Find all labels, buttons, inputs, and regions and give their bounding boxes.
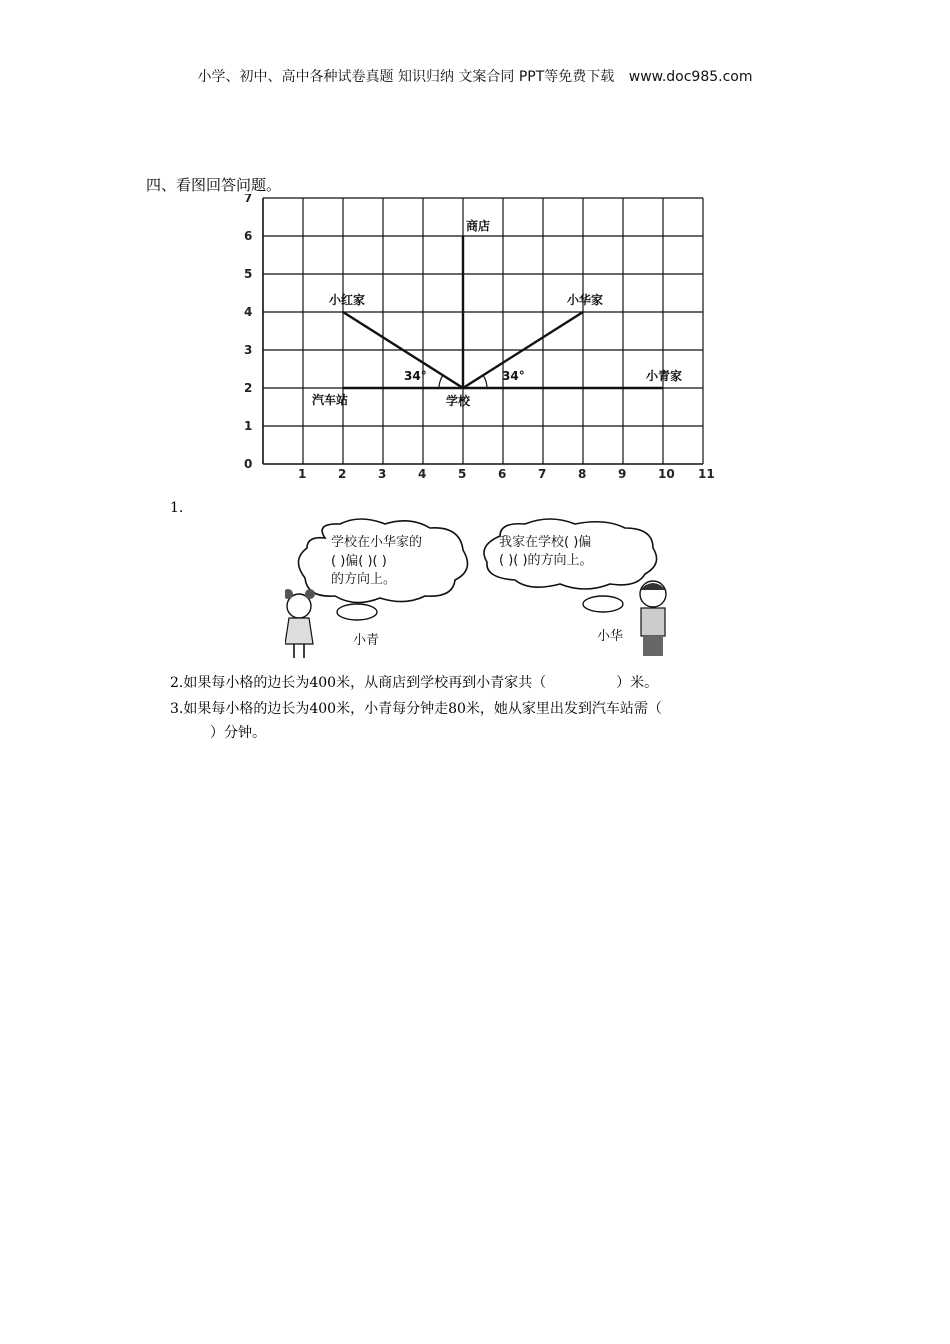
boy-figure xyxy=(640,581,666,656)
question-3 xyxy=(170,698,662,718)
x-tick-label: 10 xyxy=(658,467,675,481)
x-tick-label: 2 xyxy=(338,467,347,481)
angle-label-left: 34° xyxy=(404,369,427,383)
question-1-number: 1. xyxy=(170,500,184,516)
y-tick-label: 1 xyxy=(244,419,253,433)
y-tick-label: 0 xyxy=(244,457,253,471)
question-3-continuation xyxy=(210,722,266,742)
label-xiaohua: 小华家 xyxy=(567,293,604,307)
y-axis-ticks xyxy=(244,194,252,471)
header-site: www.doc985.com xyxy=(628,69,753,85)
x-tick-label: 8 xyxy=(578,467,587,481)
x-axis-ticks xyxy=(298,467,715,481)
x-tick-label: 7 xyxy=(538,467,547,481)
coordinate-grid-figure xyxy=(236,194,716,484)
x-tick-label: 3 xyxy=(378,467,387,481)
label-shop: 商店 xyxy=(466,219,491,233)
y-tick-label: 3 xyxy=(244,343,253,357)
boy-bubble-line-2: ( )( )的方向上。 xyxy=(499,553,593,568)
question-2 xyxy=(170,672,658,692)
x-tick-label: 11 xyxy=(698,467,715,481)
girl-figure xyxy=(285,589,315,658)
x-tick-label: 9 xyxy=(618,467,627,481)
y-tick-label: 5 xyxy=(244,267,253,281)
boy-name: 小华 xyxy=(597,629,624,644)
y-tick-label: 2 xyxy=(244,381,253,395)
angle-arc-left xyxy=(439,375,443,388)
angle-arc-right xyxy=(483,375,487,388)
angle-label-right: 34° xyxy=(502,369,525,383)
label-bus-station: 汽车站 xyxy=(312,393,349,407)
y-tick-label: 4 xyxy=(244,305,253,319)
label-school: 学校 xyxy=(446,394,471,408)
girl-bubble-line-3: 的方向上。 xyxy=(331,572,397,587)
x-tick-label: 5 xyxy=(458,467,467,481)
question-3-text: 3.如果每小格的边长为400米，小青每分钟走80米，她从家里出发到汽车站需（ xyxy=(170,701,662,717)
girl-bubble-line-1: 学校在小华家的 xyxy=(331,535,423,550)
girl-thought-cloud xyxy=(337,604,377,620)
x-tick-label: 6 xyxy=(498,467,507,481)
section-title: 四、看图回答问题。 xyxy=(146,176,282,194)
question-1-illustration xyxy=(285,518,685,666)
x-tick-label: 4 xyxy=(418,467,427,481)
question-2-end: ）米。 xyxy=(616,675,659,691)
y-tick-label: 7 xyxy=(244,194,253,205)
page-header xyxy=(0,66,950,86)
question-3-end: ）分钟。 xyxy=(210,725,266,741)
girl-bubble-line-2: ( )偏( )( ) xyxy=(331,554,387,569)
boy-thought-cloud xyxy=(583,596,623,612)
label-xiaoqing: 小青家 xyxy=(646,369,683,383)
header-text: 小学、初中、高中各种试卷真题 知识归纳 文案合同 PPT等免费下载 xyxy=(197,69,615,85)
x-tick-label: 1 xyxy=(298,467,307,481)
grid-lines xyxy=(263,198,703,464)
y-tick-label: 6 xyxy=(244,229,253,243)
boy-bubble-line-1: 我家在学校( )偏 xyxy=(499,535,592,550)
question-2-text: 2.如果每小格的边长为400米，从商店到学校再到小青家共（ xyxy=(170,675,547,691)
label-xiaohong: 小红家 xyxy=(329,293,366,307)
girl-name: 小青 xyxy=(353,633,380,648)
